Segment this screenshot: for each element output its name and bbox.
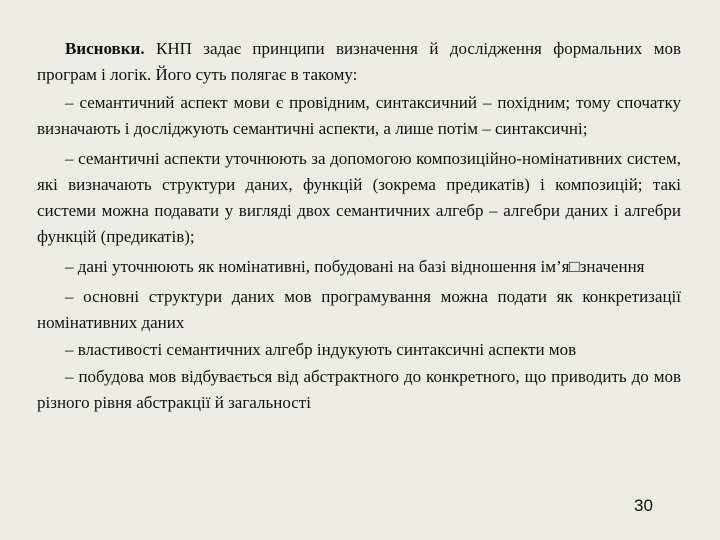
- conclusions-paragraph: [37, 36, 681, 88]
- conclusions-heading: Висновки.: [65, 39, 145, 58]
- list-item-abstraction-levels: – побудова мов відбувається від абстрактного до конкретного, що приводить до мов різного рівня абстракції й загальності: [37, 367, 681, 412]
- list-item-composition-systems: – семантичні аспекти уточнюють за допомогою композиційно-номінативних систем, які визначають структури даних, функцій (зокрема предикатів) і композицій; такі системи можна подавати у вигляді двох семантичних алгебр – алгебри даних і алгебри функцій (предикатів);: [37, 149, 681, 246]
- list-item-data-structures: – основні структури даних мов програмування можна подати як конкретизації номінативних даних: [37, 287, 681, 332]
- conclusions-intro-text: КНП задає принципи визначення й дослідження формальних мов програм і логік. Його суть полягає в такому:: [37, 39, 681, 84]
- list-item-syntax-induced: – властивості семантичних алгебр індукують синтаксичні аспекти мов: [65, 340, 577, 359]
- list-item-nominative-data: – дані уточнюють як номінативні, побудовані на базі відношення ім’я□значення: [65, 257, 645, 276]
- list-item-semantic-primary: – семантичний аспект мови є провідним, синтаксичний – похідним; тому спочатку визначають і досліджують семантичні аспекти, а лише потім – синтаксичні;: [37, 93, 681, 138]
- page-number: 30: [634, 496, 653, 515]
- slide-text: [37, 36, 681, 416]
